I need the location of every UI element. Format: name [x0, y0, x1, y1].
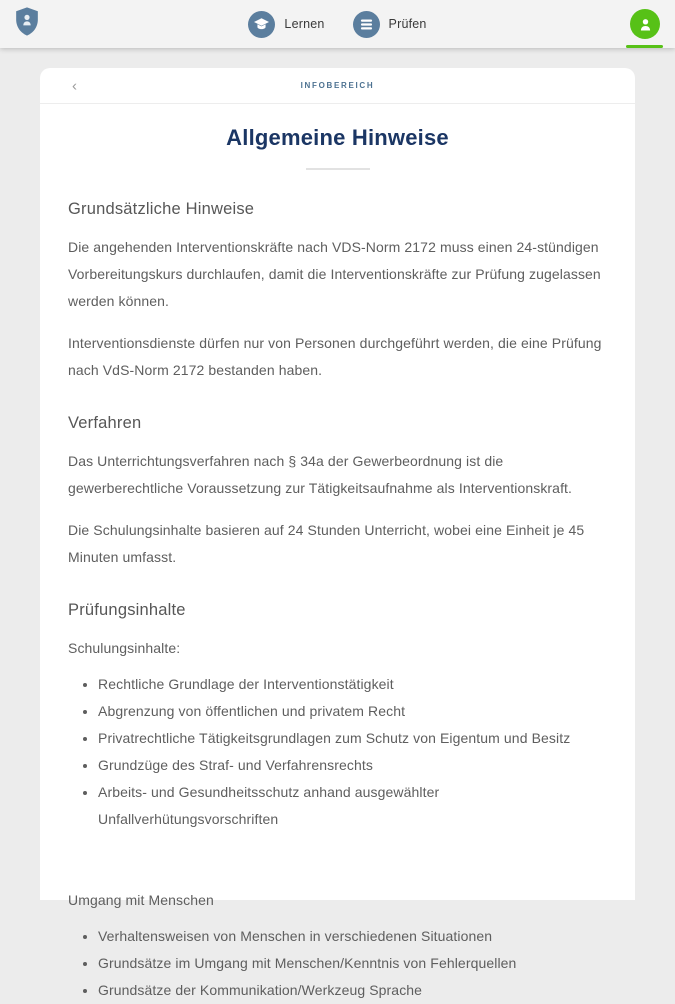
- list-item: • Grundsätze im Umgang mit Menschen/Kenntnis von Fehlerquellen: [98, 950, 607, 977]
- person-icon: [637, 16, 654, 33]
- list-item: • Verhaltensweisen von Menschen in verschiedenen Situationen: [98, 923, 607, 950]
- page-title: Allgemeine Hinweise: [226, 125, 449, 150]
- graduation-cap-icon: [248, 11, 275, 38]
- nav-item-lernen[interactable]: [248, 11, 324, 38]
- list-item: • Grundzüge des Straf- und Verfahrensrechts: [98, 752, 607, 779]
- list-label-schulungsinhalte: Schulungsinhalte:: [68, 640, 181, 656]
- shield-icon: [14, 6, 40, 42]
- list-icon: [353, 11, 380, 38]
- content-card: [40, 68, 635, 998]
- paragraph: Interventionsdienste dürfen nur von Personen durchgeführt werden, die eine Prüfung nach VdS-Norm 2172 bestanden haben.: [68, 335, 602, 378]
- list-item: • Abgrenzung von öffentlichen und privatem Recht: [98, 698, 607, 725]
- app-bar: [0, 0, 675, 48]
- card-header: [40, 68, 635, 104]
- paragraph: Die angehenden Interventionskräfte nach VDS-Norm 2172 muss einen 24-stündigen Vorbereitungskurs durchlaufen, damit die Interventionskräfte zur Prüfung zugelassen werden können.: [68, 239, 601, 309]
- section-heading-grundsaetzliche: Grundsätzliche Hinweise: [68, 200, 255, 218]
- active-tab-underline: [626, 45, 663, 48]
- paragraph: Das Unterrichtungsverfahren nach § 34a der Gewerbeordnung ist die gewerberechtliche Voraussetzung zur Tätigkeitsaufnahme als Interventionskraft.: [68, 453, 573, 496]
- list-label-umgang: Umgang mit Menschen: [68, 892, 214, 908]
- bullet-list-schulungsinhalte: [68, 671, 607, 833]
- section-heading-pruefungsinhalte: Prüfungsinhalte: [68, 601, 186, 619]
- back-chevron-icon: ‹: [72, 77, 77, 94]
- article-content: [40, 104, 635, 1004]
- breadcrumb: INFOBEREICH: [300, 81, 375, 90]
- nav-item-pruefen[interactable]: [353, 11, 427, 38]
- back-button[interactable]: [66, 74, 83, 97]
- paragraph: Die Schulungsinhalte basieren auf 24 Stunden Unterricht, wobei eine Einheit je 45 Minuten umfasst.: [68, 522, 585, 565]
- section-heading-verfahren: Verfahren: [68, 414, 142, 432]
- bullet-list-umgang: [68, 923, 607, 1004]
- list-item: • Grundsätze der Kommunikation/Werkzeug Sprache: [98, 977, 607, 1004]
- app-logo: [14, 6, 40, 42]
- nav-item-label: Lernen: [284, 17, 325, 31]
- profile-button[interactable]: [630, 9, 660, 39]
- list-item: • Arbeits- und Gesundheitsschutz anhand ausgewählter Unfallverhütungsvorschriften: [98, 779, 607, 833]
- top-nav: [0, 11, 675, 38]
- list-item: • Rechtliche Grundlage der Interventionstätigkeit: [98, 671, 607, 698]
- list-item: • Privatrechtliche Tätigkeitsgrundlagen zum Schutz von Eigentum und Besitz: [98, 725, 607, 752]
- nav-item-label: Prüfen: [388, 17, 427, 31]
- title-divider: [306, 168, 370, 170]
